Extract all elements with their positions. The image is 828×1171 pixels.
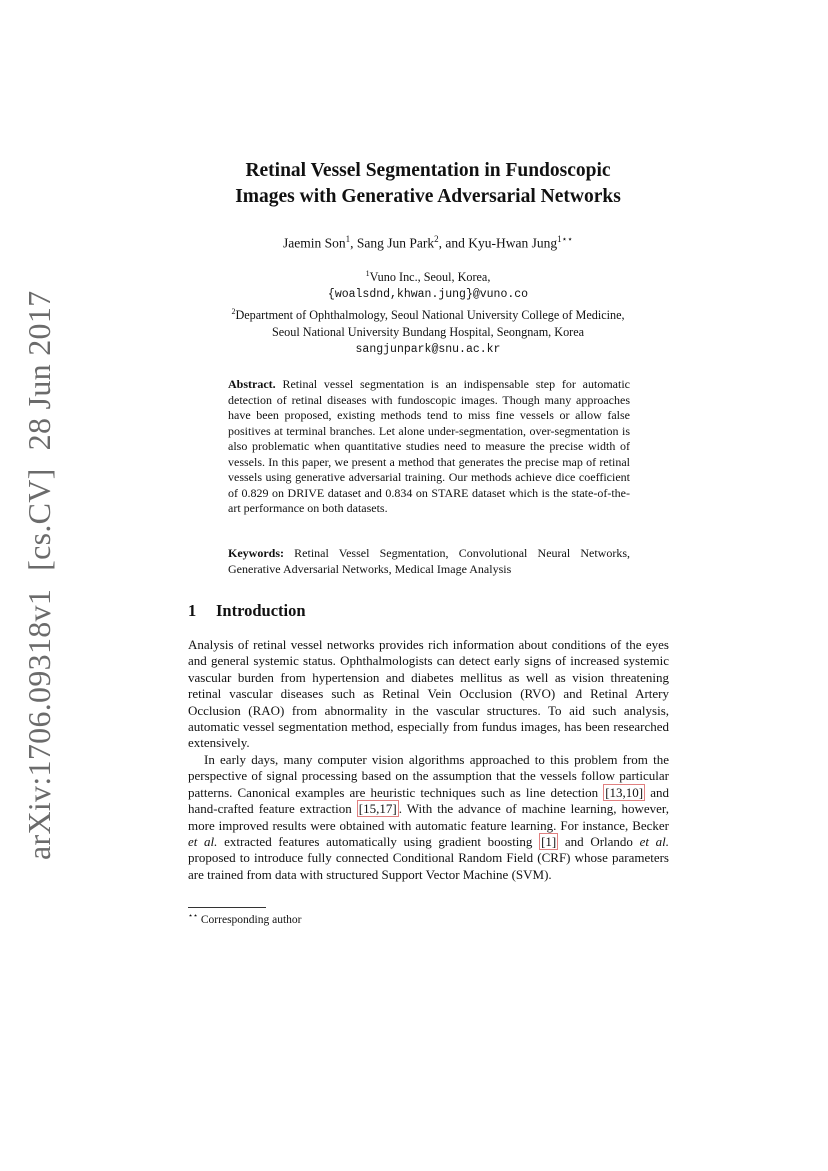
citation-link[interactable]: [1]	[541, 834, 557, 850]
abstract-text: Retinal vessel segmentation is an indispensable step for automatic detection of retinal diseases with fundoscopic images. Though many approaches have been proposed, existing methods tend to miss fine vessels or allow false positives at terminal branches. Let alone under-segmentation, over-segmentation is also problematic when quantitative studies need to measure the precise width of vessels. In this paper, we present a method that generates the precise map of retinal vessels using generative adversarial training. Our methods achieve dice coefficient of 0.829 on DRIVE dataset and 0.834 on STARE dataset which is the state-of-the-art performance on both datasets.	[228, 377, 631, 515]
paper-title	[150, 158, 706, 210]
abstract-label: Abstract.	[228, 377, 276, 391]
section-heading	[188, 601, 306, 621]
para2-text-4: extracted features automatically using gradient boosting	[217, 834, 540, 850]
author-sep-2: , and	[438, 235, 469, 251]
et-al: et al.	[188, 834, 218, 850]
title-line-2: Images with Generative Adversarial Networks	[235, 186, 621, 207]
affiliation-1-text: Vuno Inc., Seoul, Korea,	[369, 270, 491, 285]
citation-link[interactable]: [15,17]	[358, 801, 397, 817]
keywords-text: Retinal Vessel Segmentation, Convolutional Neural Networks, Generative Adversarial Networks, Medical Image Analysis	[228, 546, 630, 576]
affiliation-1	[150, 265, 706, 286]
section-number: 1	[188, 601, 197, 620]
para2-text-6: proposed to introduce fully connected Conditional Random Field (CRF) whose parameters are trained from data with structured Support Vector Machine (SVM).	[188, 850, 669, 882]
author-sep-1: ,	[350, 235, 357, 251]
abstract	[228, 377, 630, 517]
paragraph-2	[188, 752, 669, 883]
title-line-1: Retinal Vessel Segmentation in Fundoscopic	[245, 160, 611, 181]
author-1: Jaemin Son	[283, 235, 346, 251]
para2-text-3: . With the advance of machine learning, however, more improved results were obtained with automatic feature learning. For instance, Becker	[188, 801, 669, 833]
author-2: Sang Jun Park	[356, 235, 435, 251]
affiliation-2-line-1: Department of Ophthalmology, Seoul National University College of Medicine,	[235, 308, 625, 323]
author-3-affil: 1⋆⋆	[557, 234, 573, 244]
affiliation-1-mark: 1	[365, 269, 370, 278]
arxiv-category: [cs.CV]	[21, 468, 57, 571]
et-al: et al.	[639, 834, 669, 850]
affiliation-2	[150, 303, 706, 324]
keywords	[228, 546, 630, 577]
footnote-mark: ⋆⋆	[188, 911, 199, 920]
affiliation-2-line-2: Seoul National University Bundang Hospital, Seongnam, Korea	[271, 325, 585, 340]
affiliation-2-mark: 2	[231, 307, 236, 317]
section-title: Introduction	[216, 601, 306, 620]
email-2: sangjunpark@snu.ac.kr	[355, 343, 501, 357]
affiliations	[150, 265, 706, 358]
arxiv-stamp	[14, 290, 64, 860]
arxiv-date: 28 Jun 2017	[21, 290, 57, 451]
paragraph-1: Analysis of retinal vessel networks provides rich information about conditions of the eyes and general systemic status. Ophthalmologists can detect early signs of increased systemic vascular burden from hypertension and diabetes mellitus as well as vision threatening retinal vascular diseases such as Retinal Vein Occlusion (RVO) and Retinal Artery Occlusion (RAO) from abnormality in the vascular structures. To aid such analysis, automatic vessel segmentation method, especially from fundus images, has been researched extensively.	[188, 637, 669, 751]
author-2-affil: 2	[434, 234, 439, 244]
arxiv-id: arXiv:1706.09318v1	[21, 588, 57, 860]
footnote-text: Corresponding author	[200, 913, 302, 926]
citation-link[interactable]: [13,10]	[605, 784, 644, 800]
footnote-divider	[188, 907, 266, 908]
email-1: {woalsdnd,khwan.jung}@vuno.co	[327, 288, 529, 302]
author-3: Kyu-Hwan Jung	[468, 235, 558, 251]
para2-text-5: and Orlando	[558, 834, 640, 850]
author-1-affil: 1	[345, 234, 351, 244]
para2-text-1: In early days, many computer vision algorithms approached to this problem from the perspective of signal processing based on the assumption that the vessels follow particular patterns. Canonical examples are heuristic techniques such as line detection	[188, 752, 669, 800]
author-list	[150, 234, 706, 252]
para2-text-2: and hand-crafted feature extraction	[188, 784, 669, 817]
footnote	[188, 911, 302, 926]
keywords-label: Keywords:	[228, 546, 284, 560]
